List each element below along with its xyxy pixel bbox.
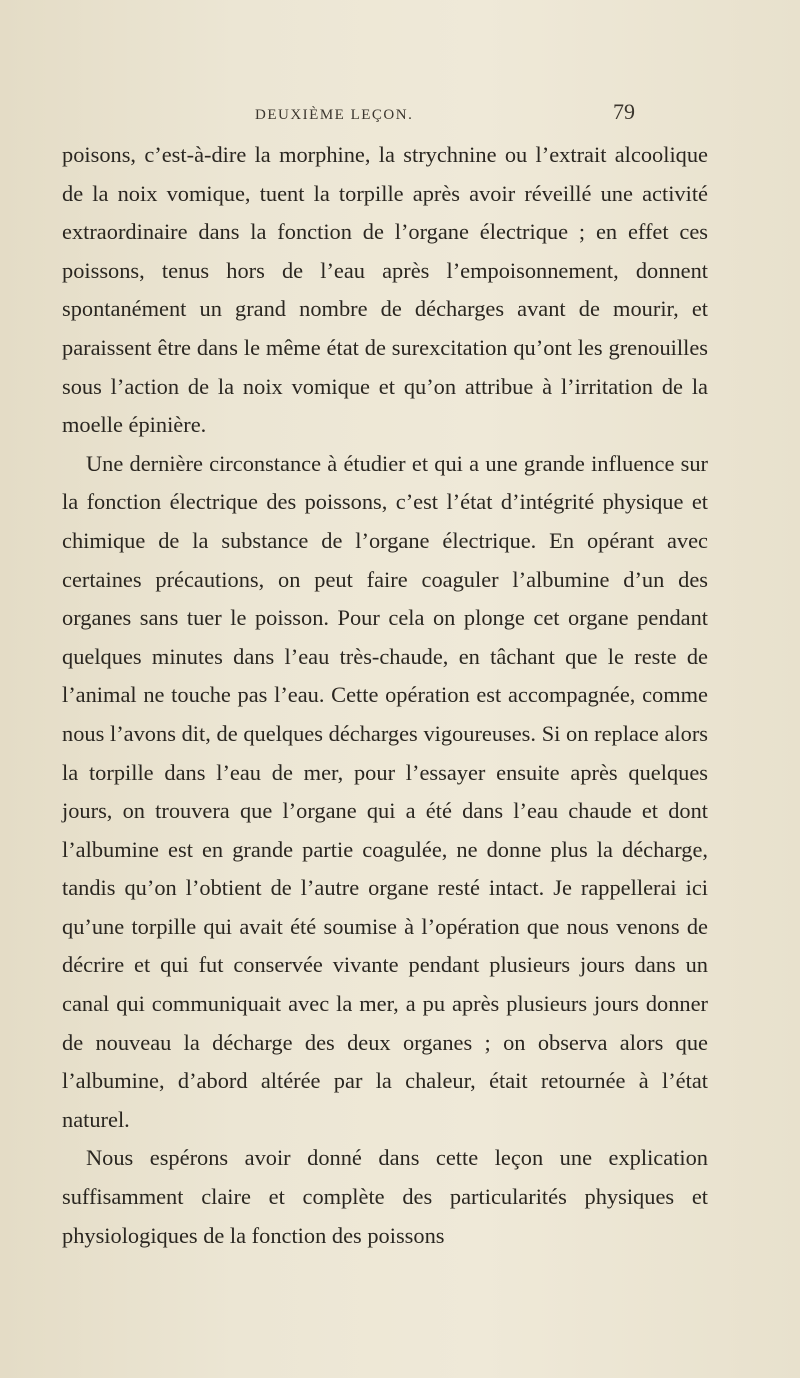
page-number: 79 [613,99,635,124]
paragraph-continuation: poisons, c’est-à-dire la morphine, la strychnine ou l’extrait alcoolique de la noix vomique, tuent la torpille après avoir réveillé une activité extraordinaire dans la fonction de l’organe électrique ; en effet ces poissons, tenus hors de l’eau après l’empoisonnement, donnent spontanément un grand nombre de décharges avant de mourir, et paraissent être dans le même état de surexcitation qu’ont les grenouilles sous l’action de la noix vomique et qu’on attribue à l’irritation de la moelle épinière. [62,142,708,438]
paragraph-conclusion: Nous espérons avoir donné dans cette leçon une explication suffisamment claire et complète des particularités physiques et physiologiques de la fonction des poissons [62,1145,708,1248]
body-text [62,136,708,1255]
paragraph-organ-integrity: Une dernière circonstance à étudier et qui a une grande influence sur la fonction électrique des poissons, c’est l’état d’intégrité physique et chimique de la substance de l’organe électrique. En opérant avec certaines précautions, on peut faire coaguler l’albumine d’un des organes sans tuer le poisson. Pour cela on plonge cet organe pendant quelques minutes dans l’eau très-chaude, en tâchant que le reste de l’animal ne touche pas l’eau. Cette opération est accompagnée, comme nous l’avons dit, de quelques décharges vigoureuses. Si on replace alors la torpille dans l’eau de mer, pour l’essayer ensuite après quelques jours, on trouvera que l’organe qui a été dans l’eau chaude et dont l’albumine est en grande partie coagulée, ne donne plus la décharge, tandis qu’on l’obtient de l’autre organe resté intact. Je rappellerai ici qu’une torpille qui avait été soumise à l’opération que nous venons de décrire et qui fut conservée vivante pendant plusieurs jours dans un canal qui communiquait avec la mer, a pu après plusieurs jours donner de nouveau la décharge des deux organes ; on observa alors que l’albumine, d’abord altérée par la chaleur, était retournée à l’état naturel. [62,450,708,1132]
running-head: DEUXIÈME LEÇON. [255,107,414,123]
page-header [255,99,635,137]
